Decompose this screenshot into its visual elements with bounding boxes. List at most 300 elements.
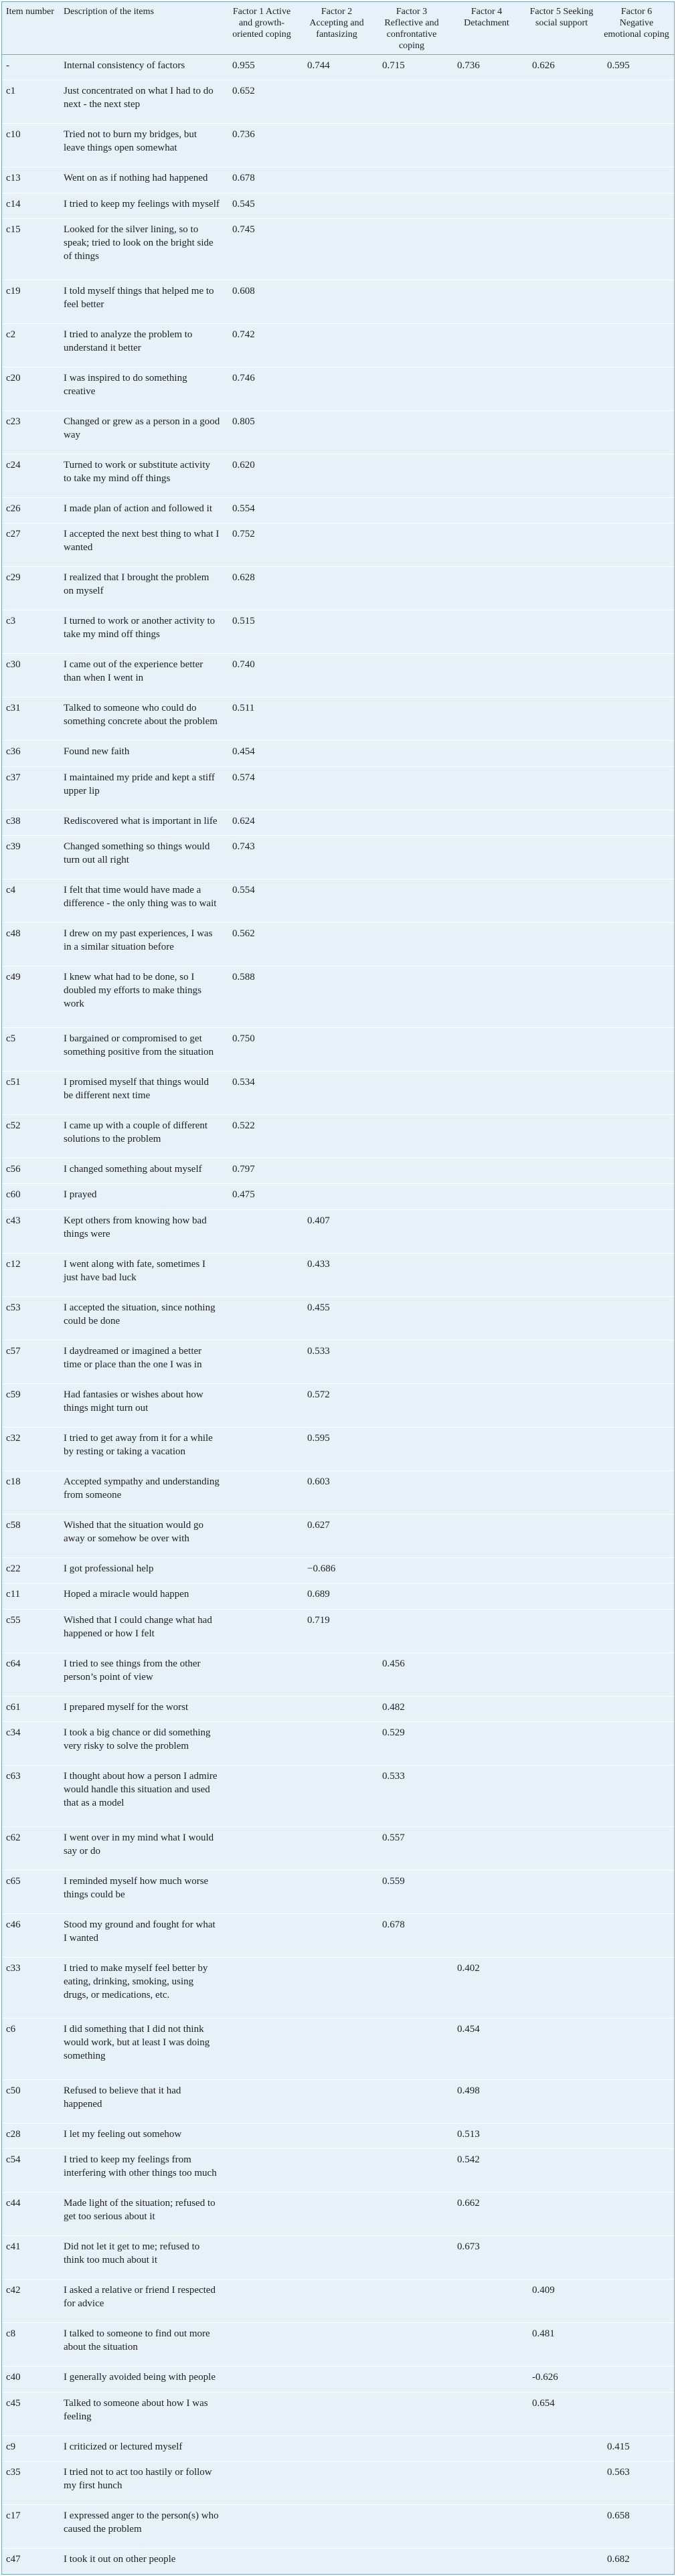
factor-3-loading-cell [374,1184,449,1209]
item-description-cell: Rediscovered what is important in life [60,810,224,835]
factor-2-loading-cell: 0.744 [299,55,374,80]
item-description-cell: I talked to someone to find out more about the situation [60,2323,224,2367]
item-number-cell: c6 [2,2019,60,2080]
factor-5-loading-cell [524,1583,599,1609]
table-row [2,1470,674,1514]
factor-3-loading-cell: 0.456 [374,1652,449,1696]
factor-3-loading-cell [374,1427,449,1470]
factor-2-loading-cell [299,2435,374,2461]
table-row [2,1296,674,1340]
item-number-cell: c62 [2,1826,60,1870]
item-description-cell: I told myself things that helped me to feel better [60,280,224,323]
item-number-cell: c17 [2,2505,60,2549]
factor-1-loading-cell [224,1296,299,1340]
factor-1-loading-cell [224,2079,299,2123]
factor-3-loading-cell [374,323,449,367]
table-row [2,2435,674,2461]
factor-5-loading-cell: 0.409 [524,2280,599,2323]
table-row [2,1652,674,1696]
factor-1-loading-cell [224,2236,299,2280]
factor-4-loading-cell [449,1158,524,1183]
factor-4-loading-cell [449,80,524,124]
table-row [2,1427,674,1470]
factor-4-loading-cell [449,1870,524,1913]
table-row [2,1184,674,1209]
factor-4-loading-cell [449,367,524,410]
item-number-cell: c32 [2,1427,60,1470]
factor-4-loading-cell [449,1340,524,1383]
factor-1-loading-cell [224,2280,299,2323]
factor-6-loading-cell [599,1027,674,1071]
factor-2-loading-cell [299,923,374,966]
factor-6-loading-cell [599,1184,674,1209]
table-row [2,523,674,567]
item-number-cell: c4 [2,879,60,923]
factor-2-loading-cell: 0.455 [299,1296,374,1340]
factor-6-loading-cell [599,280,674,323]
factor-6-loading-cell [599,1296,674,1340]
factor-2-loading-cell [299,766,374,810]
item-number-cell: c57 [2,1340,60,1383]
factor-4-loading-cell [449,654,524,697]
factor-4-loading-cell [449,1696,524,1721]
item-number-cell: c43 [2,1209,60,1253]
factor-4-loading-cell [449,836,524,879]
factor-4-loading-cell [449,610,524,654]
factor-4-loading-cell [449,2280,524,2323]
item-description-cell: I was inspired to do something creative [60,367,224,410]
table-row [2,124,674,167]
factor-3-loading-cell [374,2123,449,2148]
factor-1-loading-cell: 0.742 [224,323,299,367]
table-row [2,1071,674,1114]
factor-2-loading-cell [299,2236,374,2280]
factor-3-loading-cell [374,193,449,218]
factor-4-loading-cell: 0.736 [449,55,524,80]
item-description-cell: I tried to keep my feelings with myself [60,193,224,218]
item-description-cell: I thought about how a person I admire would handle this situation and used that as a model [60,1766,224,1827]
factor-4-loading-cell [449,124,524,167]
item-number-cell: c46 [2,1913,60,1957]
factor-6-loading-cell: 0.595 [599,55,674,80]
item-number-cell: c34 [2,1722,60,1766]
factor-4-loading-cell: 0.542 [449,2149,524,2193]
factor-1-loading-cell [224,1209,299,1253]
factor-1-loading-cell [224,1826,299,1870]
item-number-cell: c3 [2,610,60,654]
item-number-cell: c28 [2,2123,60,2148]
factor-6-loading-cell [599,610,674,654]
factor-4-loading-cell [449,1383,524,1427]
item-number-cell: c10 [2,124,60,167]
table-row [2,2549,674,2574]
factor-5-loading-cell [524,2435,599,2461]
item-description-cell: I tried to get away from it for a while by resting or taking a vacation [60,1427,224,1470]
factor-2-loading-cell [299,654,374,697]
factor-3-loading-cell [374,410,449,454]
factor-5-loading-cell [524,1652,599,1696]
item-description-cell: I went over in my mind what I would say or do [60,1826,224,1870]
factor-6-loading-cell [599,2019,674,2080]
header-factor-6: Factor 6 Negative emotional coping [599,2,674,55]
item-number-cell: c29 [2,567,60,610]
factor-5-loading-cell [524,1027,599,1071]
factor-6-loading-cell [599,1652,674,1696]
table-row [2,2280,674,2323]
factor-4-loading-cell: 0.513 [449,2123,524,2148]
factor-2-loading-cell [299,323,374,367]
table-row [2,410,674,454]
item-description-cell: Changed something so things would turn out all right [60,836,224,879]
factor-1-loading-cell: 0.608 [224,280,299,323]
factor-5-loading-cell [524,766,599,810]
item-description-cell: I generally avoided being with people [60,2367,224,2392]
factor-6-loading-cell [599,1253,674,1296]
factor-4-loading-cell [449,1253,524,1296]
factor-5-loading-cell [524,879,599,923]
factor-6-loading-cell [599,836,674,879]
factor-1-loading-cell [224,1870,299,1913]
factor-6-loading-cell [599,1870,674,1913]
factor-1-loading-cell [224,2462,299,2505]
factor-6-loading-cell [599,1609,674,1652]
factor-2-loading-cell [299,2392,374,2435]
factor-2-loading-cell [299,2193,374,2236]
factor-6-loading-cell [599,454,674,497]
factor-1-loading-cell: 0.628 [224,567,299,610]
factor-5-loading-cell: 0.481 [524,2323,599,2367]
table-row [2,1766,674,1827]
factor-1-loading-cell: 0.554 [224,497,299,523]
table-row [2,2193,674,2236]
factor-6-loading-cell [599,766,674,810]
item-description-cell: I maintained my pride and kept a stiff upper lip [60,766,224,810]
factor-1-loading-cell [224,1957,299,2019]
factor-4-loading-cell [449,2392,524,2435]
factor-5-loading-cell [524,567,599,610]
factor-4-loading-cell [449,1583,524,1609]
factor-2-loading-cell [299,1027,374,1071]
factor-2-loading-cell [299,2367,374,2392]
factor-3-loading-cell [374,2019,449,2080]
item-number-cell: c42 [2,2280,60,2323]
factor-4-loading-cell [449,1652,524,1696]
item-number-cell: c59 [2,1383,60,1427]
item-number-cell: c58 [2,1514,60,1557]
item-number-cell: c38 [2,810,60,835]
factor-4-loading-cell [449,810,524,835]
item-number-cell: c63 [2,1766,60,1827]
factor-6-loading-cell [599,1957,674,2019]
item-description-cell: I prayed [60,1184,224,1209]
factor-2-loading-cell [299,1913,374,1957]
factor-2-loading-cell [299,2123,374,2148]
factor-5-loading-cell [524,2019,599,2080]
factor-4-loading-cell [449,1514,524,1557]
factor-5-loading-cell [524,454,599,497]
item-description-cell: I took it out on other people [60,2549,224,2574]
header-description: Description of the items [60,2,224,55]
factor-4-loading-cell [449,2323,524,2367]
table-row [2,1583,674,1609]
factor-5-loading-cell [524,654,599,697]
factor-3-loading-cell [374,2193,449,2236]
factor-6-loading-cell [599,2079,674,2123]
factor-3-loading-cell [374,280,449,323]
factor-4-loading-cell [449,497,524,523]
item-number-cell: c23 [2,410,60,454]
factor-2-loading-cell [299,697,374,741]
factor-6-loading-cell [599,367,674,410]
factor-3-loading-cell [374,2079,449,2123]
table-body [2,55,674,2575]
item-description-cell: I went along with fate, sometimes I just have bad luck [60,1253,224,1296]
table-row [2,836,674,879]
factor-1-loading-cell: 0.752 [224,523,299,567]
factor-1-loading-cell: 0.678 [224,167,299,193]
factor-4-loading-cell [449,1826,524,1870]
factor-3-loading-cell [374,2149,449,2193]
factor-1-loading-cell [224,1383,299,1427]
factor-2-loading-cell: 0.719 [299,1609,374,1652]
item-number-cell: c33 [2,1957,60,2019]
factor-6-loading-cell: 0.682 [599,2549,674,2574]
factor-6-loading-cell [599,323,674,367]
factor-2-loading-cell: 0.407 [299,1209,374,1253]
item-description-cell: Talked to someone who could do something concrete about the problem [60,697,224,741]
factor-3-loading-cell [374,836,449,879]
factor-1-loading-cell: 0.736 [224,124,299,167]
item-number-cell: c37 [2,766,60,810]
factor-5-loading-cell [524,1340,599,1383]
factor-5-loading-cell [524,697,599,741]
item-description-cell: I got professional help [60,1557,224,1583]
factor-1-loading-cell: 0.574 [224,766,299,810]
factor-4-loading-cell [449,1470,524,1514]
item-number-cell: c45 [2,2392,60,2435]
factor-2-loading-cell [299,2280,374,2323]
factor-5-loading-cell [524,2123,599,2148]
item-number-cell: c24 [2,454,60,497]
factor-6-loading-cell: 0.415 [599,2435,674,2461]
item-number-cell: c19 [2,280,60,323]
factor-2-loading-cell [299,454,374,497]
factor-6-loading-cell [599,2392,674,2435]
item-description-cell: I asked a relative or friend I respected for advice [60,2280,224,2323]
factor-1-loading-cell: 0.745 [224,219,299,280]
factor-4-loading-cell [449,1209,524,1253]
item-description-cell: Wished that I could change what had happened or how I felt [60,1609,224,1652]
factor-2-loading-cell [299,367,374,410]
factor-4-loading-cell [449,1913,524,1957]
item-number-cell: c5 [2,1027,60,1071]
factor-5-loading-cell [524,1609,599,1652]
factor-1-loading-cell: 0.522 [224,1114,299,1158]
table-row [2,1696,674,1721]
factor-3-loading-cell [374,2323,449,2367]
item-description-cell: I tried to analyze the problem to understand it better [60,323,224,367]
item-description-cell: I tried to make myself feel better by eating, drinking, smoking, using drugs, or medications, etc. [60,1957,224,2019]
item-number-cell: c61 [2,1696,60,1721]
factor-2-loading-cell [299,966,374,1028]
factor-3-loading-cell [374,2435,449,2461]
item-number-cell: c40 [2,2367,60,2392]
item-number-cell: c27 [2,523,60,567]
factor-4-loading-cell [449,697,524,741]
factor-2-loading-cell: 0.572 [299,1383,374,1427]
table-row [2,367,674,410]
factor-3-loading-cell [374,367,449,410]
factor-3-loading-cell [374,2236,449,2280]
factor-3-loading-cell [374,1514,449,1557]
item-number-cell: c65 [2,1870,60,1913]
factor-4-loading-cell [449,923,524,966]
factor-6-loading-cell [599,124,674,167]
item-description-cell: I daydreamed or imagined a better time or place than the one I was in [60,1340,224,1383]
factor-5-loading-cell [524,1383,599,1427]
factor-5-loading-cell [524,1514,599,1557]
factor-3-loading-cell [374,1383,449,1427]
factor-6-loading-cell [599,1114,674,1158]
factor-2-loading-cell [299,1722,374,1766]
factor-5-loading-cell [524,1957,599,2019]
factor-3-loading-cell: 0.557 [374,1826,449,1870]
factor-3-loading-cell [374,219,449,280]
factor-4-loading-cell [449,454,524,497]
factor-3-loading-cell [374,167,449,193]
item-description-cell: I expressed anger to the person(s) who caused the problem [60,2505,224,2549]
item-number-cell: c64 [2,1652,60,1696]
factor-3-loading-cell [374,654,449,697]
factor-4-loading-cell: 0.662 [449,2193,524,2236]
table-row [2,1870,674,1913]
factor-6-loading-cell [599,1557,674,1583]
factor-1-loading-cell [224,1913,299,1957]
factor-3-loading-cell [374,966,449,1028]
factor-4-loading-cell [449,2462,524,2505]
factor-6-loading-cell: 0.658 [599,2505,674,2549]
factor-5-loading-cell [524,1296,599,1340]
factor-2-loading-cell [299,2149,374,2193]
table-row [2,454,674,497]
table-row [2,879,674,923]
factor-6-loading-cell [599,2123,674,2148]
item-description-cell: Had fantasies or wishes about how things might turn out [60,1383,224,1427]
item-number-cell: c15 [2,219,60,280]
item-number-cell: c52 [2,1114,60,1158]
factor-3-loading-cell [374,610,449,654]
factor-1-loading-cell [224,1652,299,1696]
factor-3-loading-cell [374,1470,449,1514]
table-row [2,2019,674,2080]
factor-2-loading-cell: 0.433 [299,1253,374,1296]
factor-6-loading-cell [599,1383,674,1427]
item-description-cell: Changed or grew as a person in a good way [60,410,224,454]
item-number-cell: c31 [2,697,60,741]
factor-6-loading-cell [599,966,674,1028]
factor-2-loading-cell [299,2323,374,2367]
factor-3-loading-cell [374,766,449,810]
factor-4-loading-cell [449,280,524,323]
factor-5-loading-cell [524,923,599,966]
item-description-cell: Did not let it get to me; refused to think too much about it [60,2236,224,2280]
factor-3-loading-cell [374,1071,449,1114]
table-row [2,610,674,654]
factor-2-loading-cell: 0.533 [299,1340,374,1383]
factor-1-loading-cell: 0.797 [224,1158,299,1183]
factor-3-loading-cell [374,2505,449,2549]
factor-5-loading-cell [524,836,599,879]
factor-3-loading-cell [374,1957,449,2019]
factor-6-loading-cell [599,1696,674,1721]
header-factor-1: Factor 1 Active and growth-oriented coping [224,2,299,55]
item-number-cell: c14 [2,193,60,218]
factor-4-loading-cell: 0.673 [449,2236,524,2280]
table-row [2,1209,674,1253]
factor-3-loading-cell [374,1253,449,1296]
factor-2-loading-cell [299,193,374,218]
factor-1-loading-cell [224,2193,299,2236]
factor-1-loading-cell: 0.750 [224,1027,299,1071]
factor-4-loading-cell [449,966,524,1028]
factor-3-loading-cell [374,523,449,567]
item-number-cell: c53 [2,1296,60,1340]
table-row [2,1609,674,1652]
factor-2-loading-cell [299,2462,374,2505]
item-number-cell: c44 [2,2193,60,2236]
item-number-cell: c51 [2,1071,60,1114]
table-row [2,2323,674,2367]
factor-6-loading-cell [599,654,674,697]
factor-2-loading-cell [299,2549,374,2574]
factor-5-loading-cell [524,280,599,323]
factor-4-loading-cell [449,2435,524,2461]
factor-4-loading-cell [449,219,524,280]
factor-2-loading-cell: −0.686 [299,1557,374,1583]
factor-5-loading-cell [524,367,599,410]
item-number-cell: c26 [2,497,60,523]
factor-2-loading-cell: 0.627 [299,1514,374,1557]
factor-6-loading-cell [599,1826,674,1870]
factor-1-loading-cell: 0.554 [224,879,299,923]
item-description-cell: I knew what had to be done, so I doubled my efforts to make things work [60,966,224,1028]
factor-5-loading-cell [524,2505,599,2549]
factor-6-loading-cell [599,1913,674,1957]
factor-4-loading-cell [449,323,524,367]
factor-1-loading-cell [224,2505,299,2549]
factor-4-loading-cell [449,1114,524,1158]
item-number-cell: c35 [2,2462,60,2505]
factor-6-loading-cell [599,923,674,966]
factor-1-loading-cell [224,1514,299,1557]
table-row [2,1722,674,1766]
factor-3-loading-cell: 0.559 [374,1870,449,1913]
factor-2-loading-cell [299,2505,374,2549]
table-row [2,1913,674,1957]
item-number-cell: c54 [2,2149,60,2193]
factor-5-loading-cell [524,1470,599,1514]
factor-2-loading-cell [299,523,374,567]
item-number-cell: c60 [2,1184,60,1209]
factor-5-loading-cell [524,1114,599,1158]
factor-2-loading-cell [299,124,374,167]
factor-6-loading-cell: 0.563 [599,2462,674,2505]
table-row [2,2462,674,2505]
factor-4-loading-cell [449,2367,524,2392]
header-factor-5: Factor 5 Seeking social support [524,2,599,55]
factor-1-loading-cell: 0.562 [224,923,299,966]
table-row [2,2079,674,2123]
